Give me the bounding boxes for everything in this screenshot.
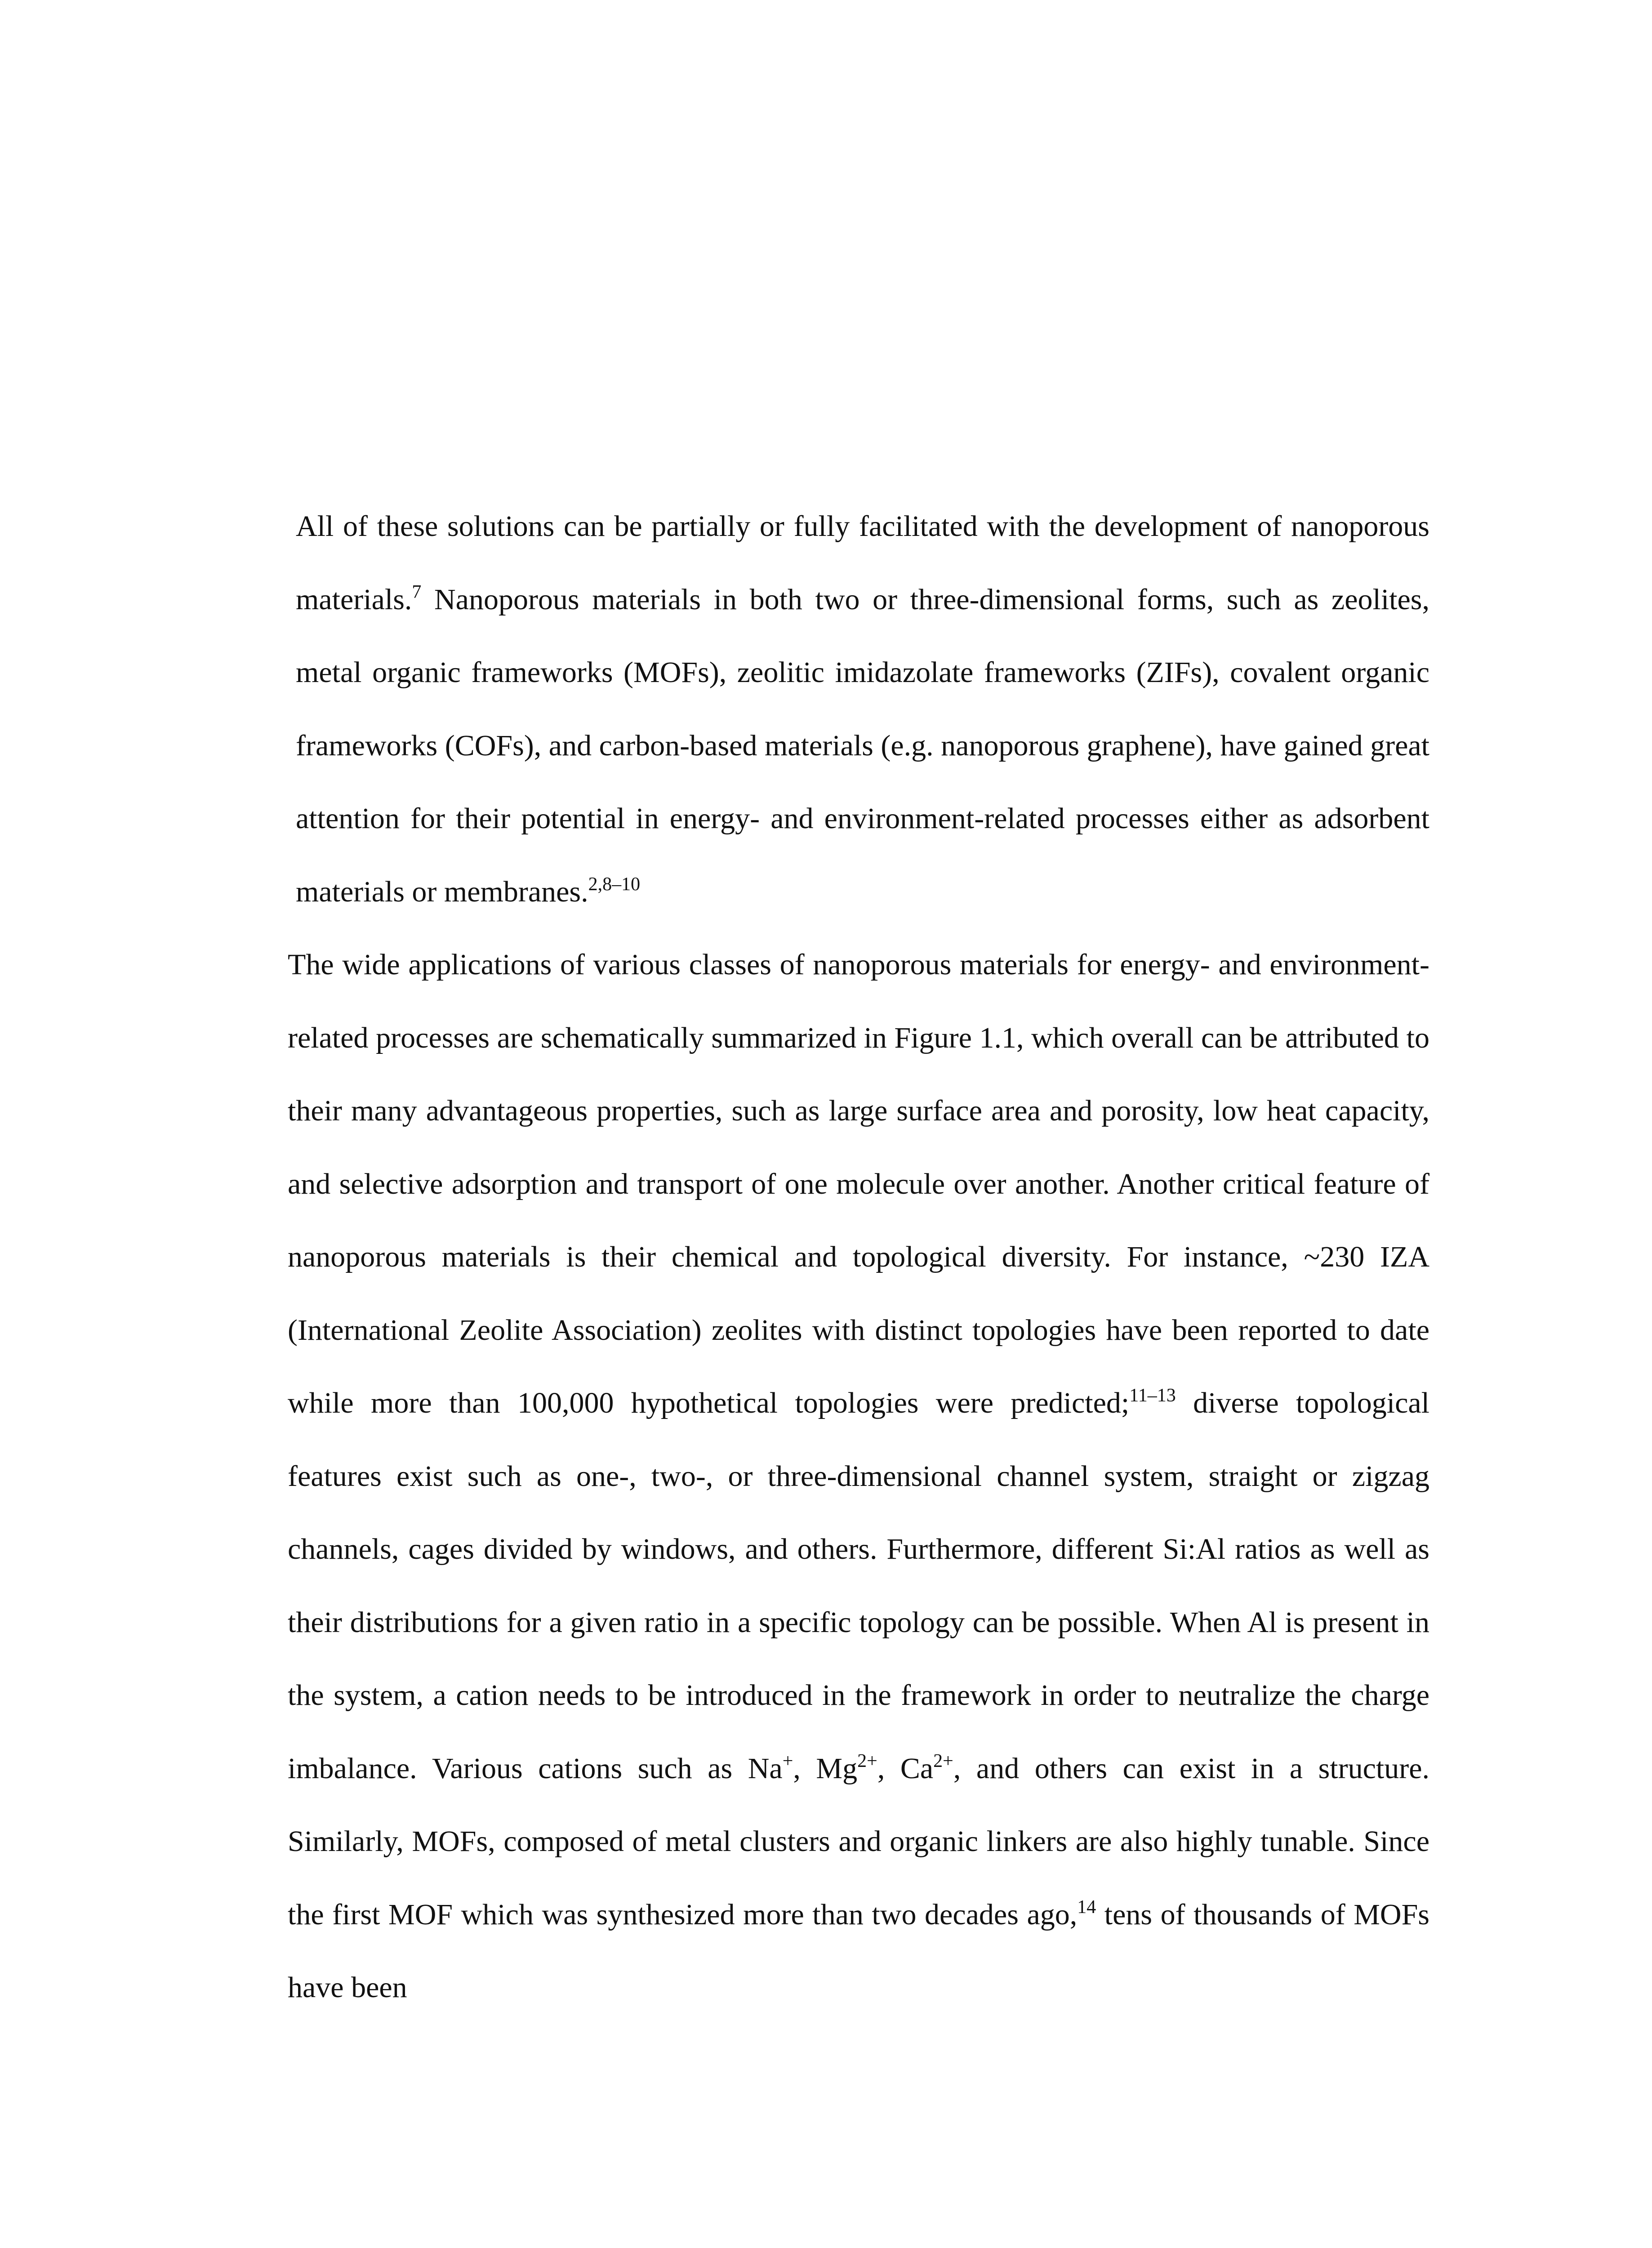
paragraph-2-text-5: , and others can exist in a structure. Similarly, MOFs, composed of metal clusters and organic linkers are also highly tunable. Since the first MOF which was synthesized more than two decades ago, [288,1752,1429,1931]
citation-11-13: 11–13 [1129,1385,1176,1406]
paragraph-2-text-1: The wide applications of various classes of nanoporous materials for energy- and environment-related processes are schematically summarized in Figure 1.1, which overall can be attributed to their many advantageous properties, such as large surface area and porosity, low heat capacity, and selective adsorption and transport of one molecule over another. Another critical feature of nanoporous materials is their chemical and topological diversity. For instance, ~230 IZA (International Zeolite Association) zeolites with distinct topologies have been reported to date while more than 100,000 hypothetical topologies were predicted; [288,948,1429,1419]
paragraph-1-text-2: Nanoporous materials in both two or three-dimensional forms, such as zeolites, metal organic frameworks (MOFs), zeolitic imidazolate frameworks (ZIFs), covalent organic frameworks (COFs), and carbon-based materials (e.g. nanoporous graphene), have gained great attention for their potential in energy- and environment-related processes either as adsorbent materials or membranes. [296,583,1429,908]
paragraph-2-text-3: , Mg [793,1752,858,1785]
paragraph-1-text-1: All of these solutions can be partially or fully facilitated with the development of nanoporous materials. [296,510,1429,616]
superscript-ca-charge: 2+ [933,1750,953,1771]
paragraph-1 [288,490,1429,928]
paragraph-2-text-6: tens of thousands of MOFs have been [288,1898,1429,2004]
citation-2-8-10: 2,8–10 [588,874,641,895]
paragraph-2-text-2: diverse topological features exist such as one-, two-, or three-dimensional channel system, straight or zigzag channels, cages divided by windows, and others. Furthermore, different Si:Al ratios as well as their distributions for a given ratio in a specific topology can be possible. When Al is present in the system, a cation needs to be introduced in the framework in order to neutralize the charge imbalance. Various cations such as Na [288,1387,1429,1785]
citation-7: 7 [412,581,422,602]
citation-14: 14 [1077,1896,1096,1918]
superscript-na-charge: + [782,1750,793,1771]
paragraph-2 [288,928,1429,2025]
superscript-mg-charge: 2+ [857,1750,877,1771]
paragraph-2-text-4: , Ca [877,1752,934,1785]
body-text [288,490,1429,2025]
